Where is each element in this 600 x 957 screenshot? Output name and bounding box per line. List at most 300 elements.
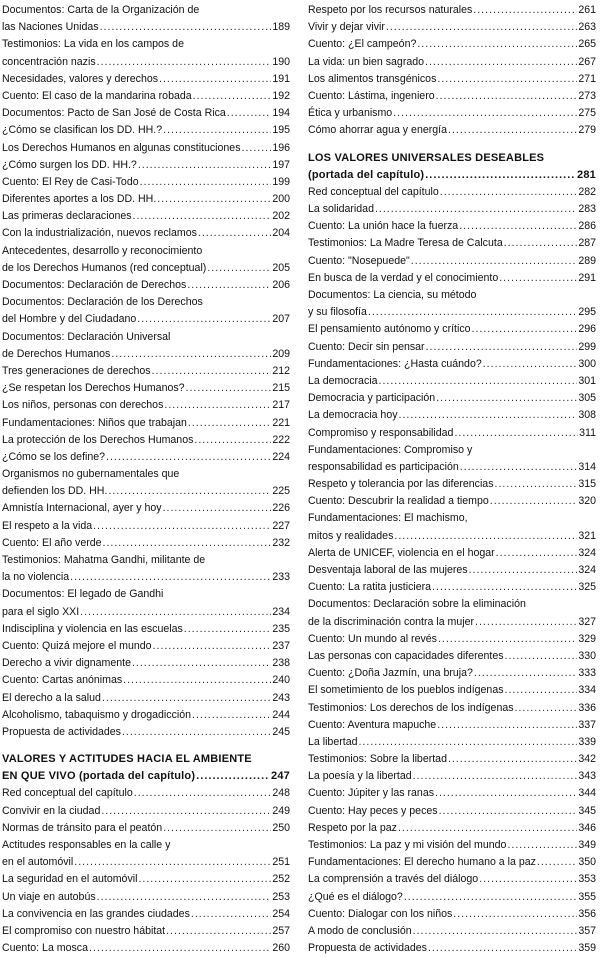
toc-entry-title: Democracia y participación — [308, 392, 436, 405]
toc-entry — [308, 665, 596, 682]
toc-page-number: 205 — [272, 261, 290, 274]
dot-leader — [386, 19, 577, 36]
toc-entry — [2, 105, 290, 122]
toc-entry — [308, 235, 596, 252]
toc-entry-title: La seguridad en el automóvil — [2, 873, 138, 886]
toc-page-number: 202 — [272, 210, 290, 223]
toc-entry-title: ¿Cómo se los define? — [2, 450, 106, 463]
dot-leader — [106, 449, 271, 466]
toc-entry-title: de Derechos Humanos — [2, 347, 111, 360]
toc-page-number: 281 — [577, 168, 596, 181]
toc-page-number: 314 — [578, 460, 596, 473]
toc-page-number: 217 — [272, 399, 290, 412]
toc-entry — [308, 476, 596, 493]
toc-page-number: 263 — [578, 21, 596, 34]
toc-entry — [308, 253, 596, 270]
toc-entry — [308, 270, 596, 287]
toc-entry-title: Los alimentos transgénicos — [308, 72, 437, 85]
toc-entry — [308, 717, 596, 734]
toc-page-number: 248 — [272, 787, 290, 800]
toc-page-number: 329 — [578, 632, 596, 645]
toc-entry — [308, 407, 596, 424]
toc-entry — [2, 2, 290, 19]
toc-page-number: 265 — [578, 38, 596, 51]
toc-entry — [308, 734, 596, 751]
dot-leader — [399, 407, 578, 424]
toc-entry — [308, 2, 596, 19]
toc-entry — [308, 785, 596, 802]
toc-entry-title: Amnistía Internacional, ayer y hoy — [2, 502, 162, 515]
toc-entry — [308, 906, 596, 923]
toc-entry-title: Documentos: Pacto de San José de Costa Rica — [2, 107, 226, 120]
dot-leader — [425, 54, 577, 71]
toc-entry — [2, 191, 290, 208]
toc-entry — [2, 466, 290, 483]
dot-leader — [499, 270, 577, 287]
toc-entry-title: Los niños, personas con derechos — [2, 399, 164, 412]
toc-entry-title: La comprensión a través del diálogo — [308, 873, 479, 886]
dot-leader — [194, 432, 271, 449]
toc-entry — [2, 535, 290, 552]
toc-entry-title: La protección de los Derechos Humanos — [2, 433, 194, 446]
toc-page-number: 359 — [578, 942, 596, 955]
toc-entry — [2, 397, 290, 414]
dot-leader — [138, 157, 271, 174]
dot-leader — [97, 54, 272, 71]
toc-entry — [2, 871, 290, 888]
dot-leader — [426, 339, 578, 356]
chapter-heading-line — [308, 167, 596, 184]
toc-entry-title: La poesía y la libertad — [308, 770, 412, 783]
toc-entry-title: Con la industrialización, nuevos reclamos — [2, 227, 197, 240]
toc-entry-title: Un viaje en autobús — [2, 890, 96, 903]
toc-page-number: 346 — [578, 821, 596, 834]
toc-entry-title: Respeto por los recursos naturales — [308, 4, 473, 16]
toc-entry — [308, 71, 596, 88]
dot-leader — [428, 940, 577, 957]
toc-entry — [308, 356, 596, 373]
toc-entry — [2, 225, 290, 242]
toc-entry-title: Antecedentes, desarrollo y reconocimiento — [2, 244, 203, 257]
toc-entry-title: Cuento: Decir sin pensar — [308, 340, 425, 353]
toc-entry — [2, 690, 290, 707]
dot-leader — [413, 923, 578, 940]
dot-leader — [187, 277, 271, 294]
toc-entry-title: Documentos: Declaración de los Derechos — [2, 296, 203, 309]
dot-leader — [469, 562, 578, 579]
toc-page-number: 267 — [578, 55, 596, 68]
toc-page-number: 336 — [578, 701, 596, 714]
dot-leader — [166, 923, 271, 940]
toc-entry-title: Documentos: La ciencia, su método — [308, 289, 477, 301]
toc-page-number: 299 — [578, 340, 596, 353]
toc-entry — [308, 390, 596, 407]
toc-entry-title: Cómo ahorrar agua y energía — [308, 124, 447, 137]
toc-entry-title: El sometimiento de los pueblos indígenas — [308, 684, 504, 697]
dot-leader — [97, 889, 272, 906]
toc-entry-title: Cuento: Aventura mapuche — [308, 718, 437, 731]
dot-leader — [188, 415, 271, 432]
toc-page-number: 222 — [272, 433, 290, 446]
dot-leader — [437, 717, 577, 734]
toc-entry-title: Cuento: Un mundo al revés — [308, 632, 437, 645]
dot-leader — [483, 356, 578, 373]
toc-entry — [2, 243, 290, 260]
toc-entry-title: La democracia — [308, 374, 378, 387]
toc-page-number: 206 — [272, 279, 290, 291]
toc-entry-title: Cuento: Quizá mejore el mundo — [2, 639, 152, 652]
dot-leader — [89, 940, 271, 957]
toc-entry — [308, 54, 596, 71]
toc-entry — [2, 277, 290, 294]
dot-leader — [435, 785, 577, 802]
toc-page-number: 324 — [578, 564, 596, 576]
toc-entry-title: Fundamentaciones: Compromiso y — [308, 443, 473, 456]
chapter-heading-line — [308, 150, 596, 167]
dot-leader — [207, 260, 271, 277]
toc-entry-title: EN QUE VIVO (portada del capítulo) — [2, 770, 196, 783]
toc-page-number: 261 — [578, 4, 596, 16]
toc-entry — [308, 88, 596, 105]
toc-page-number: 349 — [578, 839, 596, 851]
toc-page-number: 305 — [578, 392, 596, 405]
toc-entry-title: La convivencia en las grandes ciudades — [2, 907, 190, 920]
toc-entry — [2, 208, 290, 225]
toc-entry — [2, 157, 290, 174]
toc-page-number: 250 — [272, 821, 290, 834]
toc-entry-title: (portada del capítulo) — [308, 168, 425, 181]
toc-entry — [2, 500, 290, 517]
dot-leader — [140, 174, 272, 191]
toc-entry — [2, 923, 290, 940]
toc-entry — [308, 803, 596, 820]
toc-entry — [308, 614, 596, 631]
dot-leader — [472, 321, 578, 338]
toc-entry-title: El respeto a la vida — [2, 519, 93, 532]
section-gap — [2, 741, 290, 751]
dot-leader — [152, 363, 272, 380]
toc-page-number: 197 — [272, 158, 290, 171]
dot-leader — [393, 105, 577, 122]
toc-entry-title: del Hombre y del Ciudadano — [2, 313, 137, 326]
toc-entry — [308, 682, 596, 699]
toc-page-number: 243 — [272, 691, 290, 704]
toc-entry-title: en el automóvil — [2, 856, 74, 869]
dot-leader — [460, 459, 578, 476]
toc-entry-title: El compromiso con nuestro hábitat — [2, 924, 166, 937]
toc-entry-title: La democracia hoy — [308, 409, 398, 422]
toc-entry — [2, 707, 290, 724]
toc-entry — [308, 339, 596, 356]
toc-entry — [2, 54, 290, 71]
toc-page-number: 286 — [578, 220, 596, 233]
toc-entry — [308, 184, 596, 201]
toc-page-number: 200 — [272, 193, 290, 206]
toc-page-number: 330 — [578, 649, 596, 662]
toc-entry — [2, 380, 290, 397]
toc-entry — [2, 449, 290, 466]
toc-entry-title: Tres generaciones de derechos — [2, 364, 151, 377]
toc-entry-title: Cuento: Cartas anónimas — [2, 674, 123, 687]
toc-page-number: 320 — [578, 495, 596, 508]
toc-page-number: 344 — [578, 787, 596, 800]
toc-entry-title: Cuento: Lástima, ingeniero — [308, 89, 435, 102]
toc-page-number: 245 — [272, 725, 290, 738]
toc-entry-title: ¿Cómo se clasifican los DD. HH.? — [2, 124, 163, 137]
toc-entry — [2, 940, 290, 957]
toc-entry — [308, 579, 596, 596]
dot-leader — [111, 346, 271, 363]
toc-entry — [308, 373, 596, 390]
toc-entry-title: Indisciplina y violencia en las escuelas — [2, 622, 183, 635]
toc-entry-title: El derecho a la salud — [2, 691, 101, 704]
toc-page-number: 234 — [272, 605, 290, 618]
dot-leader — [432, 579, 577, 596]
toc-page-number: 233 — [272, 571, 290, 584]
toc-entry — [2, 329, 290, 346]
toc-entry-title: Testimonios: La vida en los campos de — [2, 38, 184, 51]
toc-entry — [2, 483, 290, 500]
dot-leader — [436, 88, 578, 105]
toc-entry-title: Cuento: La mosca — [2, 942, 88, 955]
toc-entry — [2, 638, 290, 655]
toc-entry — [308, 321, 596, 338]
toc-page-number: 345 — [578, 804, 596, 817]
toc-entry-title: Derecho a vivir dignamente — [2, 657, 131, 670]
toc-entry-title: Ética y urbanismo — [308, 107, 393, 120]
toc-page-number: 249 — [272, 804, 290, 817]
toc-page-number: 215 — [272, 382, 290, 395]
toc-entry — [2, 803, 290, 820]
dot-leader — [436, 390, 577, 407]
toc-page-number: 275 — [578, 107, 596, 120]
toc-page-number: 295 — [578, 306, 596, 319]
dot-leader — [438, 631, 577, 648]
toc-page-number: 238 — [272, 657, 290, 670]
toc-entry — [308, 122, 596, 139]
toc-entry — [308, 631, 596, 648]
toc-entry — [2, 122, 290, 139]
toc-entry-title: de los Derechos Humanos (red conceptual) — [2, 261, 207, 274]
toc-entry-title: para el siglo XXI — [2, 605, 80, 618]
toc-page-number: 254 — [272, 907, 290, 920]
dot-leader — [479, 871, 577, 888]
dot-leader — [163, 122, 271, 139]
toc-entry — [308, 751, 596, 768]
dot-leader — [439, 803, 578, 820]
toc-entry — [308, 528, 596, 545]
dot-leader — [159, 71, 271, 88]
toc-entry-title: de la discriminación contra la mujer — [308, 615, 475, 628]
dot-leader — [448, 122, 577, 139]
dot-leader — [132, 655, 271, 672]
toc-entry — [308, 889, 596, 906]
dot-leader — [134, 785, 272, 802]
toc-entry — [308, 700, 596, 717]
toc-page-number: 339 — [578, 735, 596, 748]
toc-page-number: 325 — [578, 581, 596, 594]
toc-page-number: 204 — [272, 227, 290, 240]
toc-page-number: 235 — [272, 622, 290, 635]
toc-entry — [308, 304, 596, 321]
toc-page-number: 289 — [578, 254, 596, 267]
toc-entry — [2, 854, 290, 871]
toc-page-number: 195 — [272, 124, 290, 137]
dot-leader — [473, 2, 577, 19]
toc-entry — [2, 552, 290, 569]
dot-leader — [70, 569, 271, 586]
toc-page-number: 237 — [272, 639, 290, 652]
toc-entry — [308, 459, 596, 476]
dot-leader — [164, 397, 271, 414]
dot-leader — [368, 304, 577, 321]
dot-leader — [475, 614, 577, 631]
toc-entry — [2, 621, 290, 638]
toc-page-number: 212 — [272, 364, 290, 377]
toc-entry — [2, 889, 290, 906]
toc-entry-title: Cuento: Júpiter y las ranas — [308, 787, 435, 800]
toc-entry — [308, 493, 596, 510]
dot-leader — [437, 71, 577, 88]
dot-leader — [448, 751, 577, 768]
toc-entry-title: Fundamentaciones: ¿Hasta cuándo? — [308, 357, 482, 370]
toc-page-number: 283 — [578, 203, 596, 216]
dot-leader — [504, 235, 578, 252]
dot-leader — [74, 854, 271, 871]
toc-page-number: 291 — [578, 271, 596, 284]
toc-page-number: 342 — [578, 753, 596, 766]
toc-page-number: 227 — [272, 519, 290, 532]
dot-leader — [108, 483, 271, 500]
toc-page-number: 324 — [578, 546, 596, 559]
toc-entry — [308, 768, 596, 785]
dot-leader — [198, 225, 271, 242]
dot-leader — [358, 734, 577, 751]
dot-leader — [227, 105, 272, 122]
toc-entry — [2, 569, 290, 586]
toc-entry-title: defienden los DD. HH. — [2, 485, 108, 498]
dot-leader — [375, 201, 577, 218]
toc-entry-title: Alerta de UNICEF, violencia en el hogar — [308, 546, 495, 559]
toc-page-number: 192 — [272, 89, 290, 102]
dot-leader — [425, 167, 576, 184]
toc-page-number: 311 — [579, 426, 596, 439]
toc-entry-title: responsabilidad es participación — [308, 460, 459, 473]
toc-entry-title: Vivir y dejar vivir — [308, 21, 385, 34]
dot-leader — [394, 528, 577, 545]
dot-leader — [454, 425, 578, 442]
toc-entry-title: Cuento: ¿Doña Jazmín, una bruja? — [308, 667, 473, 680]
toc-page-number: 308 — [578, 409, 596, 422]
dot-leader — [537, 854, 577, 871]
dot-leader — [411, 253, 578, 270]
toc-page-number: 321 — [578, 529, 596, 542]
toc-entry-title: Red conceptual del capítulo — [2, 787, 133, 800]
toc-page-number: 273 — [578, 89, 596, 102]
toc-entry — [2, 36, 290, 53]
dot-leader — [122, 724, 271, 741]
toc-entry-title: A modo de conclusión — [308, 924, 412, 937]
dot-leader — [163, 500, 272, 517]
toc-entry-title: Propuesta de actividades — [2, 725, 121, 738]
toc-page-number: 337 — [578, 718, 596, 731]
toc-entry — [2, 672, 290, 689]
toc-entry-title: Compromiso y responsabilidad — [308, 426, 454, 439]
toc-entry-title: Diferentes aportes a los DD. HH. — [2, 193, 157, 206]
toc-page-number: 296 — [578, 323, 596, 336]
toc-page-number: 253 — [272, 890, 290, 903]
toc-page-number: 207 — [272, 313, 290, 326]
toc-entry-title: Testimonios: Los derechos de los indígenas — [308, 701, 514, 714]
dot-leader — [490, 493, 578, 510]
toc-page-number: 350 — [578, 856, 596, 869]
dot-leader — [440, 184, 578, 201]
toc-entry — [2, 724, 290, 741]
toc-entry-title: Organismos no gubernamentales que — [2, 468, 180, 481]
toc-entry — [308, 218, 596, 235]
dot-leader — [133, 208, 272, 225]
toc-entry — [2, 140, 290, 157]
toc-entry-title: LOS VALORES UNIVERSALES DESEABLES — [308, 151, 545, 164]
toc-entry-title: Alcoholismo, tabaquismo y drogadicción — [2, 708, 192, 721]
dot-leader — [507, 837, 577, 854]
toc-entry-title: VALORES Y ACTITUDES HACIA EL AMBIENTE — [2, 753, 252, 766]
toc-entry-title: Fundamentaciones: El derecho humano a la paz — [308, 856, 536, 869]
toc-entry — [2, 19, 290, 36]
toc-left-column — [2, 2, 290, 957]
toc-page-number: 221 — [272, 416, 290, 429]
dot-leader — [157, 191, 271, 208]
toc-entry-title: Las personas con capacidades diferentes — [308, 649, 504, 662]
toc-page-number: 196 — [272, 141, 290, 154]
toc-entry — [2, 837, 290, 854]
toc-entry-title: En busca de la verdad y el conocimiento — [308, 271, 499, 284]
section-gap — [308, 140, 596, 150]
dot-leader — [413, 768, 578, 785]
toc-page-number: 357 — [578, 924, 596, 937]
dot-leader — [505, 682, 578, 699]
toc-entry — [2, 906, 290, 923]
toc-entry-title: Testimonios: Mahatma Gandhi, militante de — [2, 554, 206, 566]
chapter-heading-line — [2, 768, 290, 785]
toc-page-number: 225 — [272, 485, 290, 498]
dot-leader — [398, 820, 577, 837]
dot-leader — [101, 803, 271, 820]
toc-entry-title: Documentos: Carta de la Organización de — [2, 4, 200, 16]
toc-entry — [308, 648, 596, 665]
toc-page-number: 240 — [272, 674, 290, 687]
toc-entry-title: Propuesta de actividades — [308, 942, 427, 955]
toc-page-number: 279 — [578, 124, 596, 137]
toc-page-number: 300 — [578, 357, 596, 370]
dot-leader — [404, 889, 577, 906]
toc-entry — [2, 785, 290, 802]
toc-entry — [308, 562, 596, 579]
toc-entry-title: ¿Se respetan los Derechos Humanos? — [2, 382, 185, 395]
dot-leader — [102, 690, 271, 707]
toc-page-number: 287 — [578, 237, 596, 250]
toc-page-number: 251 — [272, 856, 290, 869]
toc-entry-title: Testimonios: Sobre la libertad — [308, 753, 447, 766]
toc-entry — [2, 415, 290, 432]
toc-entry-title: Respeto y tolerancia por las diferencias — [308, 478, 494, 491]
toc-entry-title: Cuento: Hay peces y peces — [308, 804, 438, 817]
toc-entry-title: Cuento: El año verde — [2, 536, 102, 549]
toc-entry — [308, 854, 596, 871]
toc-entry-title: La solidaridad — [308, 203, 374, 216]
toc-entry-title: Desventaja laboral de las mujeres — [308, 564, 468, 576]
dot-leader — [196, 768, 270, 785]
